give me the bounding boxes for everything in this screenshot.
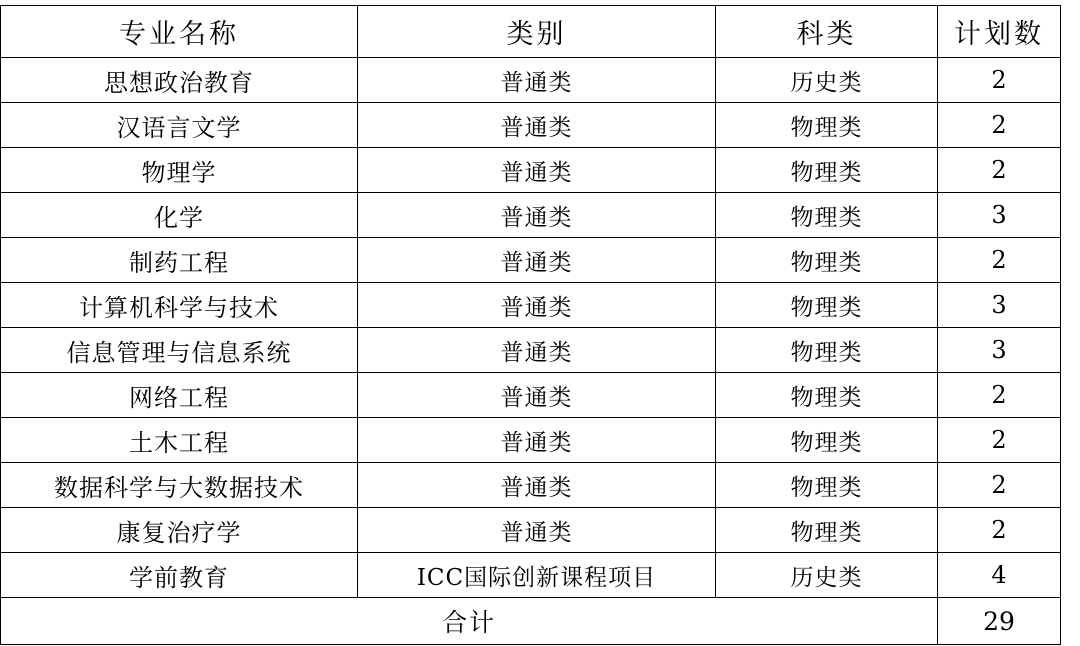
- cell-subject: 物理类: [716, 418, 938, 463]
- cell-category: 普通类: [358, 103, 716, 148]
- cell-subject: 物理类: [716, 328, 938, 373]
- table-row: [1, 328, 1061, 373]
- cell-category: 普通类: [358, 463, 716, 508]
- table-row: [1, 283, 1061, 328]
- cell-major: 康复治疗学: [1, 508, 358, 553]
- cell-major: 化学: [1, 193, 358, 238]
- cell-major: 网络工程: [1, 373, 358, 418]
- cell-count: 2: [938, 58, 1061, 103]
- cell-category: 普通类: [358, 58, 716, 103]
- cell-major: 计算机科学与技术: [1, 283, 358, 328]
- table-row: [1, 508, 1061, 553]
- cell-category: 普通类: [358, 238, 716, 283]
- cell-subject: 物理类: [716, 508, 938, 553]
- cell-count: 2: [938, 148, 1061, 193]
- cell-category: 普通类: [358, 418, 716, 463]
- total-label: 合计: [1, 598, 938, 645]
- cell-subject: 历史类: [716, 58, 938, 103]
- table-row: [1, 58, 1061, 103]
- cell-major: 数据科学与大数据技术: [1, 463, 358, 508]
- cell-category: 普通类: [358, 283, 716, 328]
- table-header-row: [1, 6, 1061, 58]
- cell-count: 2: [938, 508, 1061, 553]
- cell-category: 普通类: [358, 148, 716, 193]
- cell-category: 普通类: [358, 508, 716, 553]
- cell-count: 2: [938, 373, 1061, 418]
- cell-subject: 物理类: [716, 238, 938, 283]
- table-row: [1, 373, 1061, 418]
- cell-count: 3: [938, 283, 1061, 328]
- table-row: [1, 238, 1061, 283]
- cell-subject: 物理类: [716, 103, 938, 148]
- table-row: [1, 148, 1061, 193]
- column-header-subject: 科类: [716, 6, 938, 58]
- column-header-major: 专业名称: [1, 6, 358, 58]
- cell-count: 2: [938, 238, 1061, 283]
- cell-major: 思想政治教育: [1, 58, 358, 103]
- table-row: [1, 463, 1061, 508]
- cell-subject: 物理类: [716, 283, 938, 328]
- table-row: [1, 103, 1061, 148]
- table-total-row: [1, 598, 1061, 645]
- cell-category: 普通类: [358, 373, 716, 418]
- cell-subject: 物理类: [716, 373, 938, 418]
- cell-major: 汉语言文学: [1, 103, 358, 148]
- cell-count: 2: [938, 463, 1061, 508]
- table-row: [1, 418, 1061, 463]
- cell-major: 学前教育: [1, 553, 358, 598]
- cell-category: 普通类: [358, 328, 716, 373]
- table-row: [1, 553, 1061, 598]
- cell-subject: 物理类: [716, 193, 938, 238]
- cell-subject: 物理类: [716, 148, 938, 193]
- cell-count: 3: [938, 328, 1061, 373]
- enrollment-plan-table: [0, 5, 1061, 645]
- cell-major: 土木工程: [1, 418, 358, 463]
- cell-major: 物理学: [1, 148, 358, 193]
- cell-major: 信息管理与信息系统: [1, 328, 358, 373]
- total-count: 29: [938, 598, 1061, 645]
- cell-category: ICC国际创新课程项目: [358, 553, 716, 598]
- column-header-count: 计划数: [938, 6, 1061, 58]
- cell-count: 2: [938, 418, 1061, 463]
- column-header-category: 类别: [358, 6, 716, 58]
- cell-subject: 物理类: [716, 463, 938, 508]
- cell-category: 普通类: [358, 193, 716, 238]
- cell-count: 4: [938, 553, 1061, 598]
- cell-count: 2: [938, 103, 1061, 148]
- cell-major: 制药工程: [1, 238, 358, 283]
- cell-count: 3: [938, 193, 1061, 238]
- cell-subject: 历史类: [716, 553, 938, 598]
- table-row: [1, 193, 1061, 238]
